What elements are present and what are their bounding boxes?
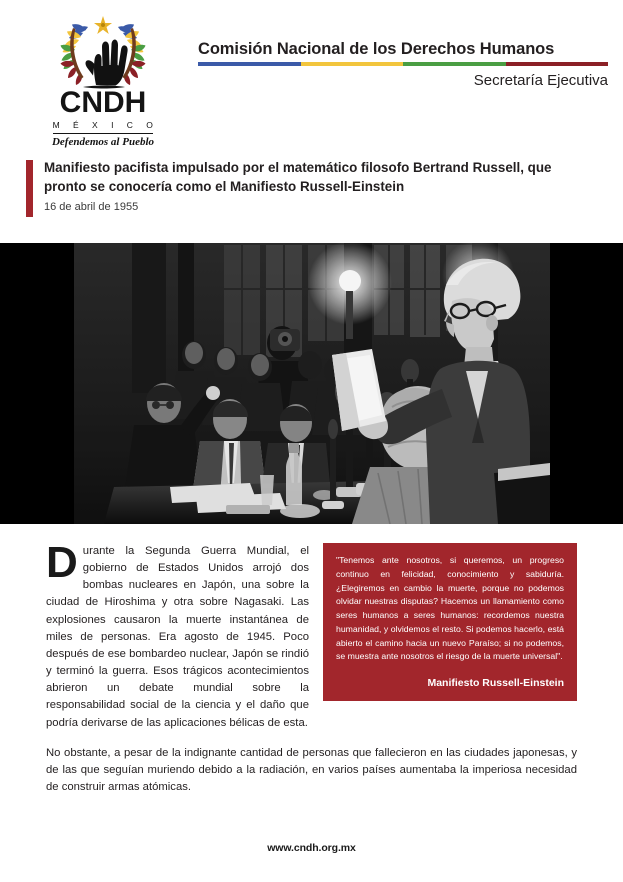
document-date: 16 de abril de 1955 [44,201,139,213]
page-footer [0,838,623,856]
logo-tagline: Defendemos al Pueblo [51,136,155,148]
color-bar-red [506,62,609,66]
page-header [0,0,623,150]
title-accent-bar [26,160,33,217]
department-name: Secretaría Ejecutiva [473,72,608,90]
pull-quote-text: "Tenemos ante nosotros, si queremos, un progreso continuo en felicidad, conocimiento y sabiduría. ¿Elegiremos en cambio la muerte, porque no podemos olvidar nuestras disputas? Hacemos un llamamiento como seres humanos a seres humanos: recordemos nuestra humanidad, y olvidemos el resto. Si podemos hacerlo, está abierto el camino hacia un nuevo Paraíso; si no podemos, se muestra ante nosotros el riesgo de la muerte universal". [336,555,564,662]
photo-band [0,243,623,524]
pull-quote-source: Manifiesto Russell-Einstein [427,677,564,689]
color-bar-blue [198,62,301,66]
article-content [0,524,623,809]
color-bar-green [403,62,506,66]
pull-quote-box [323,543,577,701]
cndh-logo [33,12,173,148]
brand-color-bar [198,62,608,66]
page-title: Manifiesto pacifista impulsado por el matemático filosofo Bertrand Russell, que pronto se conocería como el Manifiesto Russell-Einstein [44,160,552,194]
header-title-block [198,40,608,89]
press-conference-photo [74,243,550,524]
footer-website-url[interactable]: www.cndh.org.mx [267,842,356,854]
cndh-hand-laurel-star-emblem [44,12,162,90]
color-bar-yellow [301,62,404,66]
logo-divider [53,133,153,134]
organization-name: Comisión Nacional de los Derechos Humanos [198,40,555,58]
body-paragraph-1: Durante la Segunda Guerra Mundial, el gobierno de Estados Unidos arrojó dos bombas nucleares en Japón, una sobre la ciudad de Hiroshima y otra sobre Nagasaki. Las explosiones causaron la muerte instantánea de miles de personas. Era agosto de 1945. Poco después de ese bombardeo nuclear, Japón se rindió y terminó la guerra. Esos trágicos acontecimientos abrieron un debate mundial sobre la responsabilidad social de la ciencia y el daño que podría derivarse de las aplicaciones bélicas de esta. [46,538,309,729]
logo-country: M É X I C O [52,120,159,130]
logo-acronym: CNDH [59,86,147,119]
historic-photograph [74,243,550,524]
body-wrapper [0,524,623,796]
body-paragraph-2: No obstante, a pesar de la indignante cantidad de personas que fallecieron en las ciudades japonesas, y de las que seguían muriendo debido a la radiación, en varios países aumentaba la imperiosa necesidad de construir armas atómicas. [46,746,577,794]
document-title-strip [0,155,623,223]
